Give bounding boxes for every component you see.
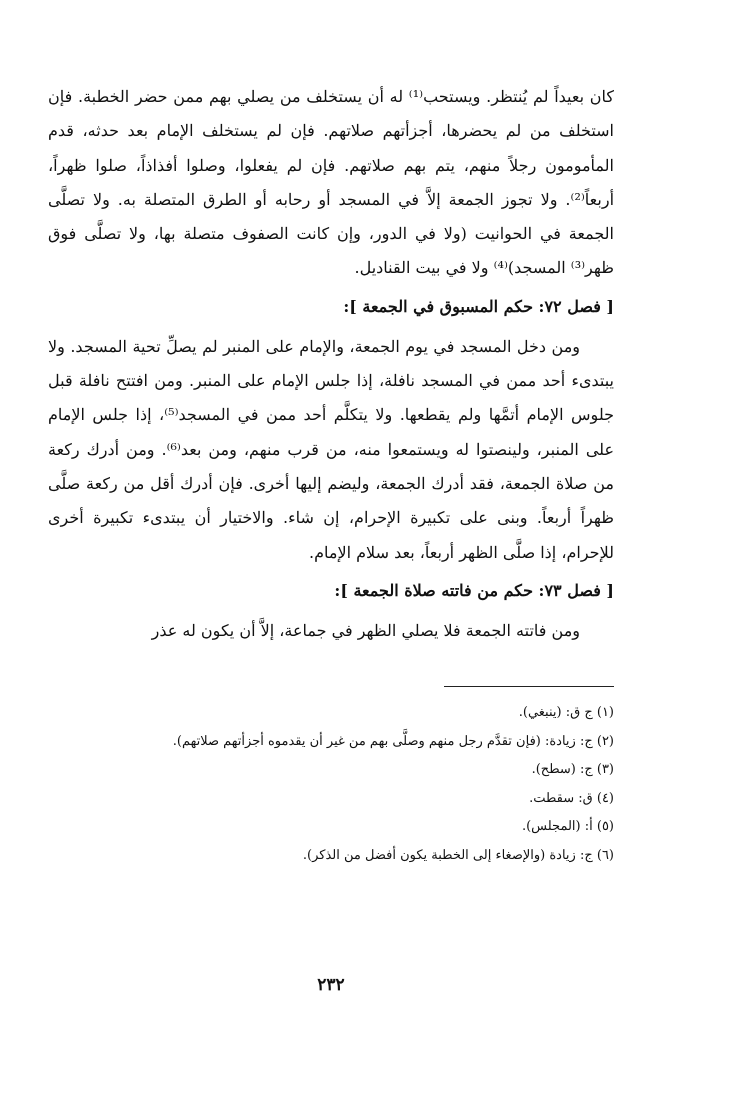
page-number: ٢٣٢ — [317, 975, 345, 995]
main-text — [48, 80, 614, 648]
footnote-3: (٣) ج: (سطح). — [531, 762, 614, 778]
footnote-2: (٢) ج: زيادة: (فإن تقدَّم رجل منهم وصلَّى بهم من غير أن يقدموه أجزأتهم صلاتهم). — [172, 733, 614, 749]
section-heading-73: [ فصل ٧٣: حكم من فاتته صلاة الجمعة ]: — [334, 580, 614, 600]
paragraph-3: ومن فاتته الجمعة فلا يصلي الظهر في جماعة، إلاَّ أن يكون له عذر — [151, 620, 580, 640]
footnotes — [48, 699, 614, 870]
footnote-divider — [444, 686, 614, 687]
page-content — [48, 80, 614, 1080]
section-heading-72: [ فصل ٧٢: حكم المسبوق في الجمعة ]: — [343, 296, 614, 316]
footnote-4: (٤) ق: سقطت. — [529, 790, 614, 806]
footnote-6: (٦) ج: زيادة (والإصغاء إلى الخطبة يكون أفضل من الذكر). — [302, 847, 614, 863]
footnote-5: (٥) أ: (المجلس). — [521, 819, 614, 835]
paragraph-1: كان بعيداً لم يُنتظر. ويستحب⁽¹⁾ له أن يستخلف من يصلي بهم ممن حضر الخطبة. فإن استخلف من لم يحضرها، أجزأتهم صلاتهم. فإن لم يستخلف الإمام بعد حدثه، قدم المأمومون رجلاً منهم، يتم بهم صلاتهم. فإن لم يفعلوا، وصلوا أفذاذاً، صلوا ظهراً، أربعاً⁽²⁾. ولا تجوز الجمعة إلاَّ في المسجد أو رحابه أو الطرق المتصلة به. ولا تصلَّى الجمعة في الحوانيت (ولا في الدور، وإن كانت الصفوف متصلة بها، ولا تصلَّى فوق ظهر⁽³⁾ المسجد)⁽⁴⁾ ولا في بيت القناديل. — [48, 87, 615, 278]
footnote-1: (١) ج ق: (ينبغي). — [518, 705, 614, 721]
paragraph-2: ومن دخل المسجد في يوم الجمعة، والإمام على المنبر لم يصلِّ تحية المسجد. ولا يبتدىء أحد ممن في المسجد نافلة، إذا جلس الإمام على المنبر. ومن افتتح نافلة قبل جلوس الإمام أتمَّها ولم يقطعها. ولا يتكلَّم أحد ممن في المسجد⁽⁵⁾، إذا جلس الإمام على المنبر، ولينصتوا له ويستمعوا منه، من قرب منهم، ومن بعد⁽⁶⁾. ومن أدرك ركعة من صلاة الجمعة، فقد أدرك الجمعة، وليضم إليها أخرى. فإن أدرك أقل من ركعة صلَّى ظهراً أربعاً. وبنى على تكبيرة الإحرام، إن شاء. والاختيار أن يبتدىء تكبيرة أخرى للإحرام، إذا صلَّى الظهر أربعاً، بعد سلام الإمام. — [48, 336, 615, 562]
